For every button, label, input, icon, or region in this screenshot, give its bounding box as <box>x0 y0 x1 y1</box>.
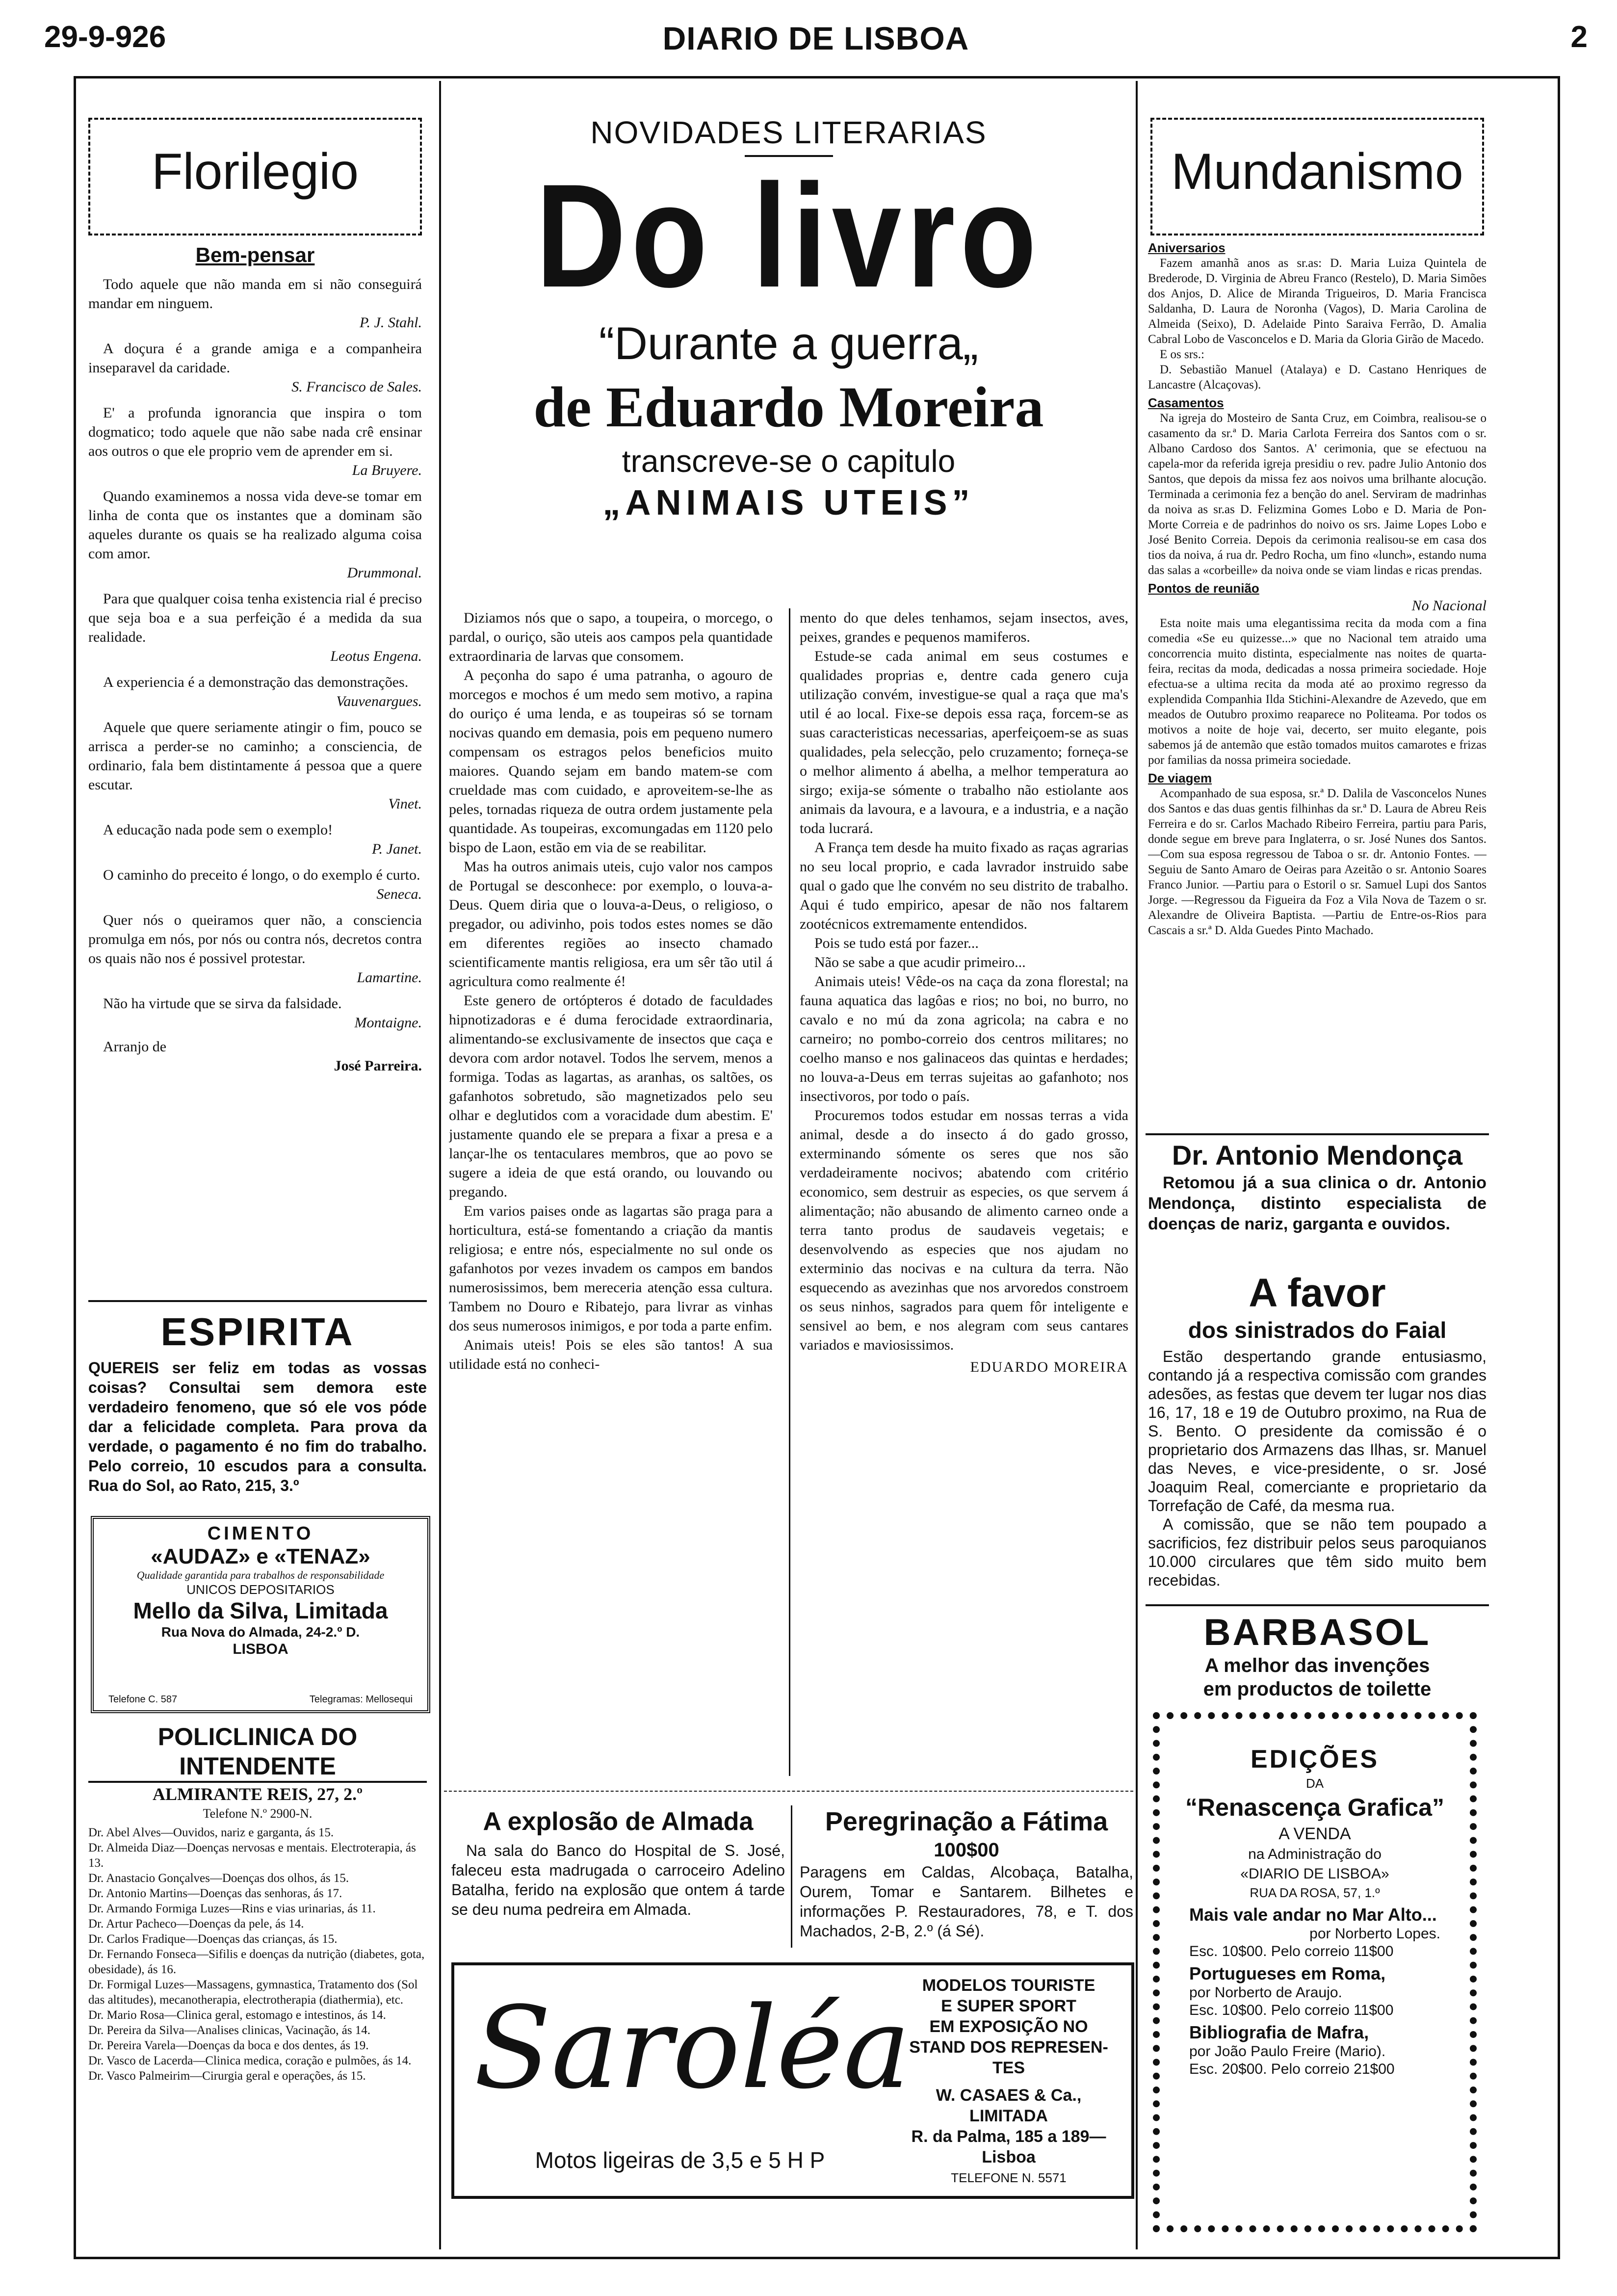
barbasol-l2: em productos de toilette <box>1203 1678 1432 1700</box>
sarolea-l1: MODELOS TOURISTE <box>922 1976 1095 1995</box>
cimento-l3: Qualidade garantida para trabalhos de responsabilidade <box>136 1569 385 1581</box>
casamentos-head: Casamentos <box>1148 395 1224 410</box>
quote-text: Quer nós o queiramos quer não, a consciencia promulga em nós, por nós ou contra nós, decretos contra os quais não nos é possivel protestar. <box>88 912 422 966</box>
quote-author: Leotus Engena. <box>330 648 422 664</box>
policlinica-ad <box>88 1722 427 2242</box>
column-rule-left <box>439 81 441 2249</box>
favor-p1: Estão despertando grande entusiasmo, contando já a respectiva comissão com grandes adesões, as festas que devem ter lugar nos dias 16, 17, 18 e 19 de Outubro proximo, na Rua de S. Bento. O presidente da comissão é o proprietario dos Armazens das Ilhas, sr. Manuel das Neves, e vice-presidente, o sr. José Joaquim Real, comerciante e proprietario da Torrefação de Café, da mesma rua. <box>1148 1348 1487 1514</box>
arranjo-label: Arranjo de <box>103 1039 167 1055</box>
edicoes-diario: «DIARIO DE LISBOA» <box>1240 1866 1389 1882</box>
sarolea-l5: TES <box>992 2059 1025 2077</box>
edicoes-adm: na Administração do <box>1248 1846 1382 1862</box>
aniversarios-head: Aniversarios <box>1148 240 1226 255</box>
mendonca-text: Retomou já a sua clinica o dr. Antonio Mendonça, distinto especialista de doenças de nariz, garganta e ouvidos. <box>1148 1174 1487 1233</box>
article-paragraph: A França tem desde ha muito fixado as raças agrarias no seu local proprio, e cada lavrador instruido sabe qual o gado que lhe convém no seu distrito de trabalho. Aqui é tudo empirico, apesar de não nos faltarem zootécnicos extremamente entendidos. <box>800 839 1128 932</box>
sarolea-logo: Saroléa <box>474 1983 911 2114</box>
quote-author: P. J. Stahl. <box>360 314 422 331</box>
edicoes-name: “Renascença Grafica” <box>1185 1794 1445 1821</box>
book-title: Portugueses em Roma, <box>1189 1963 1386 1983</box>
sarolea-l4: STAND DOS REPRESEN- <box>909 2038 1108 2057</box>
cimento-l1: CIMENTO <box>207 1523 314 1544</box>
book-price: Esc. 10$00. Pelo correio 11$00 <box>1189 2002 1394 2018</box>
policlinica-phone: Telefone N.º 2900-N. <box>203 1806 313 1821</box>
mendonca-title: Dr. Antonio Mendonça <box>1172 1140 1463 1171</box>
quote-text: Para que qualquer coisa tenha existencia rial é preciso que seja boa e a sua perfeição é a medida da sua realidade. <box>88 591 422 645</box>
mundanismo-title: Mundanismo <box>1171 143 1463 200</box>
espirita-ad <box>88 1310 427 1516</box>
article-column-1 <box>449 608 773 1815</box>
article-paragraph: Animais uteis! Vêde-os na caça da zona florestal; na fauna aquatica das lagôas e rios; no boi, no burro, no cavalo e no mú da zona agricola; na cabra e no carneiro; no pombo-correio dos centros militares; no coelho manso e nos galinaceos das quintas e herdades; no louva-a-Deus em terras sujeitas ao gafanhoto; nos insectivoros, por todo o país. <box>800 973 1128 1104</box>
cimento-ad <box>91 1516 430 1713</box>
quote-text: Não ha virtude que se sirva da falsidade. <box>103 995 342 1012</box>
issue-date: 29-9-926 <box>44 20 166 54</box>
sarolea-l7: R. da Palma, 185 a 189—Lisboa <box>911 2127 1106 2166</box>
quote-author: Vauvenargues. <box>336 693 422 709</box>
article-paragraph: Estude-se cada animal em seus costumes e qualidades proprias e, dentre cada genero cuja utilização convém, investigue-se qual a raça que ma's util é ao local. Fixe-se depois essa raça, forcem-se as suas caracteristicas necessarias, aperfeiçoem-se as suas qualidades, pela selecção, pelo cruzamento; forneça-se o melhor alimento á abelha, a melhor temperatura ao sirgo; exija-se sómente o trabalho não estiolante aos animais da lavoura, e a lavoura, e a industria, e a nação toda lucrará. <box>800 648 1128 836</box>
doctor-entry: Dr. Artur Pacheco—Doenças da pele, ás 14. <box>88 1917 304 1931</box>
sarolea-ad <box>451 1962 1134 2199</box>
sarolea-l6: W. CASAES & Ca., LIMITADA <box>936 2086 1082 2125</box>
article-headline: Do livro <box>536 153 1042 318</box>
florilegio-body <box>88 240 422 1285</box>
quote-block <box>88 275 422 1075</box>
doctor-entry: Dr. Formigal Luzes—Massagens, gymnastica, Tratamento dos (Sol das altitudes), mecanotherapia, electrotherapia (diathermia), etc. <box>88 1978 418 2007</box>
book-title: Bibliografia de Mafra, <box>1189 2022 1369 2042</box>
chapter-title: „ANIMAIS UTEIS” <box>602 483 975 522</box>
barbasol-l1: A melhor das invenções <box>1204 1655 1430 1676</box>
cimento-l4: UNICOS DEPOSITARIOS <box>186 1582 335 1597</box>
florilegio-subtitle: Bem-pensar <box>195 243 315 266</box>
quote-text: O caminho do preceito é longo, o do exemplo é curto. <box>103 867 420 883</box>
cimento-l6: Rua Nova do Almada, 24-2.º D. <box>161 1624 360 1640</box>
article-paragraph: Este genero de ortópteros é dotado de faculdades hipnotizadoras e é duma ferocidade extraordinaria, alimentando-se exclusivamente de insectos que caça e devora com ardor notavel. Todos lhe servem, menos a formiga. Todas as lagartas, as aranhas, os saltões, os gafanhotos sobretudo, são magnetizados pelo seu olhar e deglutidos com a voracidade dum abestim. E' justamente quando ele se prepara a fixar a presa e a lançar-lhe os tentaculares membros, que ao povo se sugere a ideia de que está orando, ou louvando ou pregando. <box>449 992 773 1200</box>
book-list <box>1160 1902 1470 2078</box>
quote-author: Montaigne. <box>354 1015 422 1031</box>
os-srs: E os srs.: <box>1160 348 1204 361</box>
quote-author: Lamartine. <box>357 969 422 986</box>
quote-text: Aquele que quere seriamente atingir o fim, pouco se arrisca a perder-se no caminho; a consciencia, de ordinario, fala bem distintamente á pessoa que a quere escutar. <box>88 719 422 793</box>
masthead: DIARIO DE LISBOA <box>662 20 969 56</box>
column-rule-right <box>1136 81 1138 2249</box>
doctor-entry: Dr. Abel Alves—Ouvidos, nariz e garganta, ás 15. <box>88 1826 334 1839</box>
edicoes-rua: RUA DA ROSA, 57, 1.º <box>1250 1885 1380 1900</box>
barbasol-ad <box>1148 1612 1487 1705</box>
doctor-entry: Dr. Anastacio Gonçalves—Doenças dos olhos, ás 15. <box>88 1872 349 1885</box>
arranjo-name: José Parreira. <box>334 1058 422 1074</box>
article-paragraph: Pois se tudo está por fazer... <box>814 935 979 951</box>
divider <box>791 1805 792 1948</box>
favor-subtitle: dos sinistrados do Faial <box>1188 1317 1447 1343</box>
mundanismo-body <box>1148 240 1487 1123</box>
sarolea-l8: TELEFONE N. 5571 <box>951 2170 1067 2185</box>
sarolea-info <box>896 1975 1121 2188</box>
explosao-article <box>451 1805 785 1948</box>
explosao-text: Na sala do Banco do Hospital de S. José, faleceu esta madrugada o carroceiro Adelino Batalha, ferido na explosão que ontem á tarde se deu numa pedreira em Almada. <box>451 1842 785 1918</box>
article-paragraph: Diziamos nós que o sapo, a toupeira, o morcego, o pardal, o ouriço, são uteis aos campos pela quantidade extraordinaria de larvas que consomem. <box>449 610 773 664</box>
article-paragraph: Em varios paises onde as lagartas são praga para a horticultura, está-se fomentando a criação da mantis religiosa; e entre nós, especialmente no sul onde os gafanhotos por vezes invadem os campos em bandos numerosissimos, bem mereceria atenção essa cultura. Tambem no Douro e Ribatejo, para livrar as vinhas dos seus numerosos inimigos, e por toda a parte enfim. <box>449 1203 773 1334</box>
quote-text: A doçura é a grande amiga e a companheira inseparavel da caridade. <box>88 340 422 376</box>
florilegio-title-box <box>88 118 422 235</box>
divider <box>1146 1604 1489 1606</box>
article-signature: EDUARDO MOREIRA <box>970 1359 1128 1375</box>
quote-author: S. Francisco de Sales. <box>291 379 422 395</box>
quote-text: A educação nada pode sem o exemplo! <box>103 822 333 838</box>
aniversarios-text-2: D. Sebastião Manuel (Atalaya) e D. Castano Henriques de Lancastre (Alcaçovas). <box>1148 363 1487 391</box>
article-column-2 <box>800 608 1128 1776</box>
edicoes-ad <box>1153 1712 1477 2232</box>
article-paragraph: Animais uteis! Pois se eles são tantos! A sua utilidade está no conheci- <box>449 1337 773 1372</box>
doctor-entry: Dr. Vasco de Lacerda—Clinica medica, coração e pulmões, ás 14. <box>88 2054 412 2067</box>
peregrinacao-text: Paragens em Caldas, Alcobaça, Batalha, Ourem, Tomar e Santarem. Bilhetes e informações P. Restauradores, 78, e T. dos Machados, 2-B, 2.º (á Sé). <box>800 1863 1133 1940</box>
cimento-tele: Telegramas: Mellosequi <box>309 1694 413 1705</box>
pontos-text: Esta noite mais uma elegantissima recita da moda com a fina comedia «Se eu quizesse...» que no Nacional tem atraido uma concorrencia muito distinta, especialmente nas noites de quarta-feira, recitas da moda, dedicadas a nossa primeira sociedade. Hoje efectua-se a ultima recita da moda até ao proximo regresso da explendida Companhia Ilda Stichini-Alexandre de Azevedo, que em meados de Outubro proximo reaparece no Politeama. Por todos os motivos a noite de hoje vai, decerto, ser muito elegante, pois sabemos já de antemão que estão tomados muitos camarotes e frizas por familias da nossa primeira sociedade. <box>1148 617 1487 767</box>
divider <box>444 1791 1133 1795</box>
book-price: Esc. 10$00. Pelo correio 11$00 <box>1189 1943 1394 1959</box>
article-kicker: NOVIDADES LITERARIAS <box>590 115 987 150</box>
explosao-title: A explosão de Almada <box>483 1807 754 1836</box>
book-title: Mais vale andar no Mar Alto... <box>1189 1905 1437 1925</box>
doctor-entry: Dr. Mario Rosa—Clinica geral, estomago e intestinos, ás 14. <box>88 2009 386 2022</box>
quote-author: Vinet. <box>388 796 422 812</box>
divider <box>1146 1133 1489 1135</box>
quote-text: Todo aquele que não manda em si não conseguirá mandar em ninguem. <box>88 276 422 312</box>
quote-text: Quando examinemos a nossa vida deve-se tomar em linha de conta que os instantes que a dominam são aqueles durante os quais se ha realizado alguma coisa com amor. <box>88 488 422 562</box>
viagem-head: De viagem <box>1148 771 1212 785</box>
book-price: Esc. 20$00. Pelo correio 21$00 <box>1189 2061 1395 2077</box>
pontos-head: Pontos de reunião <box>1148 581 1259 596</box>
article-paragraph: mento do que deles tenhamos, sejam insectos, aves, peixes, grandes e pequenos mamiferos. <box>800 610 1128 645</box>
page-header <box>44 20 1588 64</box>
favor-p2: A comissão, que se não tem poupado a sacrificios, fez distribuir pelos seus paroquianos 10.000 circulares que têm sido muito bem recebidas. <box>1148 1515 1487 1589</box>
book-author: de Eduardo Moreira <box>533 375 1044 439</box>
espirita-title: ESPIRITA <box>160 1310 355 1354</box>
page-number: 2 <box>1570 20 1588 54</box>
florilegio-title: Florilegio <box>152 143 359 200</box>
article-header <box>446 113 1131 603</box>
divider <box>88 1300 427 1302</box>
doctor-entry: Dr. Antonio Martins—Doenças das senhoras, ás 17. <box>88 1887 342 1900</box>
barbasol-title: BARBASOL <box>1203 1612 1431 1653</box>
edicoes-title: EDIÇÕES <box>1250 1745 1380 1774</box>
doctor-entry: Dr. Almeida Diaz—Doenças nervosas e mentais. Electroterapia, ás 13. <box>88 1841 416 1870</box>
edicoes-da: DA <box>1305 1776 1324 1791</box>
doctor-entry: Dr. Armando Formiga Luzes—Rins e vias urinarias, ás 11. <box>88 1902 376 1915</box>
book-author: por Norberto Lopes. <box>1309 1926 1440 1942</box>
peregrinacao-ad <box>800 1805 1133 1948</box>
article-paragraph: Mas ha outros animais uteis, cujo valor nos campos de Portugal se desconhece: por exemplo, o louva-a-Deus. Quem diria que o louva-a-Deus, o religioso, o pregador, ou adivinho, pois todos estes nomes se dão em diferentes regiões ao insecto chamado scientificamente mantis religiosa, era um sêr tão util á agricultura como realmente é! <box>449 859 773 990</box>
peregrinacao-price: 100$00 <box>934 1839 999 1861</box>
policlinica-title: POLICLINICA DO INTENDENTE <box>88 1722 427 1783</box>
article-deck: transcreve-se o capitulo <box>622 444 956 479</box>
doctor-entry: Dr. Pereira da Silva—Analises clinicas, Vacinação, ás 14. <box>88 2024 371 2037</box>
espirita-text: QUEREIS ser feliz em todas as vossas coisas? Consultai sem demora este verdadeiro fenomeno, que só ele vos póde dar a felicidade completa. Para prova da verdade, o pagamento é no fim do trabalho. Pelo correio, 10 escudos para a consulta. Rua do Sol, ao Rato, 215, 3.º <box>88 1359 427 1494</box>
sarolea-l3: EM EXPOSIÇÃO NO <box>929 2017 1088 2036</box>
quote-text: E' a profunda ignorancia que inspira o tom dogmatico; todo aquele que não sabe nada crê ensinar aos outros o que ele proprio vem de aprender em si. <box>88 405 422 459</box>
mundanismo-title-box <box>1150 118 1484 235</box>
quote-author: La Bruyere. <box>352 462 422 478</box>
edicoes-venda: A VENDA <box>1278 1825 1351 1843</box>
doctor-entry: Dr. Vasco Palmeirim—Cirurgia geral e operações, ás 15. <box>88 2069 366 2083</box>
doctor-entry: Dr. Fernando Fonseca—Sifilis e doenças da nutrição (diabetes, gota, obesidade), ás 16. <box>88 1948 425 1976</box>
article-paragraph: Procuremos todos estudar em nossas terras a vida animal, desde a do insecto á do gado grosso, exterminando sómente os seres que nos são verdadeiramente nocivos; abatendo com critério economico, sem destruir as especies, os que servem á alimentação; não abusando de alimento carneo onde a terra tanto produs de saudaveis vegetais; e desenvolvendo as especies que nos ajudam no exterminio das nocivas e na cultura da terra. Não esquecendo as avezinhas que nos arvoredos constroem os seus ninhos, sagrados para quem fôr inteligente e sensivel ao bem, e nos alegram com seus cantares variados e maviosissimos. <box>800 1107 1128 1353</box>
peregrinacao-title: Peregrinação a Fátima <box>825 1807 1108 1836</box>
favor-title: A favor <box>1249 1271 1386 1315</box>
doctor-list <box>88 1825 427 2084</box>
article-column-rule <box>789 608 790 1776</box>
article-paragraph: A peçonha do sapo é uma patranha, o agouro de morcegos e mochos é um medo sem motivo, a rapina do ouriço é uma lenda, e as toupeiras só se tornam nocivas quando em demasia, pois em pequeno numero compensam os estragos pelos beneficios muito maiores. Quando sejam em bando matem-se com crueldade mas com cuidado, e aproveitem-se-lhe as peles, tornadas riqueza de outra ordem justamente pela quantidade. As toupeiras, excomungadas em 1120 pelo bispo de Laon, estão em via de se reabilitar. <box>449 667 773 856</box>
mendonca-notice <box>1148 1138 1487 1261</box>
pontos-sub: No Nacional <box>1411 598 1487 614</box>
doctor-entry: Dr. Carlos Fradique—Doenças das crianças, ás 15. <box>88 1932 338 1946</box>
cimento-tel: Telefone C. 587 <box>108 1694 178 1705</box>
cimento-l5: Mello da Silva, Limitada <box>133 1598 388 1623</box>
quote-text: A experiencia é a demonstração das demonstrações. <box>103 674 409 690</box>
book-title: “Durante a guerra„ <box>599 317 979 369</box>
aniversarios-text: Fazem amanhã anos as sr.as: D. Maria Luiza Quintela de Brederode, D. Virginia de Abreu Franco (Restelo), D. Maria Simões dos Anjos, D. Alice de Miranda Trigueiros, D. Maria Francisca Saldanha, D. Laura de Noronha (Vagos), D. Maria Carolina de Almeida (Seixo), D. Adelaide Pinto Saraiva Ferrão, D. Amalia Cabral Lobo de Vasconcelos e D. Maria da Gloria Girão de Macedo. <box>1148 257 1487 346</box>
policlinica-address: ALMIRANTE REIS, 27, 2.º <box>153 1784 363 1804</box>
favor-article <box>1148 1271 1487 1590</box>
casamentos-text: Na igreja do Mosteiro de Santa Cruz, em Coimbra, realisou-se o casamento da sr.ª D. Maria Carlota Ferreira dos Santos com o sr. Albano Cardoso dos Santos. A' cerimonia, que se efectuou na capela-mor da referida igreja presidiu o rev. padre Julio Antonio dos Santos, que depois da missa fez aos noivos uma brilhante alocução. Terminada a cerimonia fez a benção do anel. Serviram de madrinhas da noiva as sr.as D. Felizmina Gomes Lobo e D. Maria de Pon-Morte Correia e de padrinhos do noivo os srs. Jaime Lopes Lobo e José Benito Correia. Depois da cerimonia realisou-se em casa dos tios da noiva, á rua dr. Pedro Rocha, um fino «lunch», estando numa das salas a «corbeille» da noiva onde se viam lindas e ricas prendas. <box>1148 412 1487 577</box>
viagem-text: Acompanhado de sua esposa, sr.ª D. Dalila de Vasconcelos Nunes dos Santos e das duas gentis filhinhas da sr.ª D. Laura de Abreu Reis Ferreira e do sr. Carlos Machado Ribeiro Ferreira, partiu para Paris, donde segue em breve para Inglaterra, o sr. José Nunes dos Santos. —Com sua esposa regressou de Taboa o sr. dr. Antonio Fontes. —Seguiu de Santo Amaro de Oeiras para Azeitão o sr. Antonio Soares Franco Junior. —Partiu para o Estoril o sr. Samuel Lupi dos Santos Jorge. —Regressou da Figueira da Foz a Vila Nova de Tazem o sr. Alexandre de Oliveira Baptista. —Partiu de Entre-os-Rios para Cascais a sr.ª D. Alda Guedes Pinto Machado. <box>1148 787 1487 937</box>
article-paragraph: Não se sabe a que acudir primeiro... <box>814 954 1026 970</box>
quote-author: Seneca. <box>376 886 422 902</box>
quote-author: P. Janet. <box>372 841 422 857</box>
cimento-l7: LISBOA <box>233 1641 288 1657</box>
book-author: por João Paulo Freire (Mario). <box>1189 2043 1386 2060</box>
cimento-l2: «AUDAZ» e «TENAZ» <box>151 1544 370 1568</box>
quote-author: Drummonal. <box>347 565 422 581</box>
sarolea-tagline: Motos ligeiras de 3,5 e 5 H P <box>535 2147 825 2173</box>
book-author: por Norberto de Araujo. <box>1189 1984 1342 2001</box>
sarolea-l2: E SUPER SPORT <box>941 1997 1076 2015</box>
doctor-entry: Dr. Pereira Varela—Doenças da boca e dos dentes, ás 19. <box>88 2039 369 2052</box>
